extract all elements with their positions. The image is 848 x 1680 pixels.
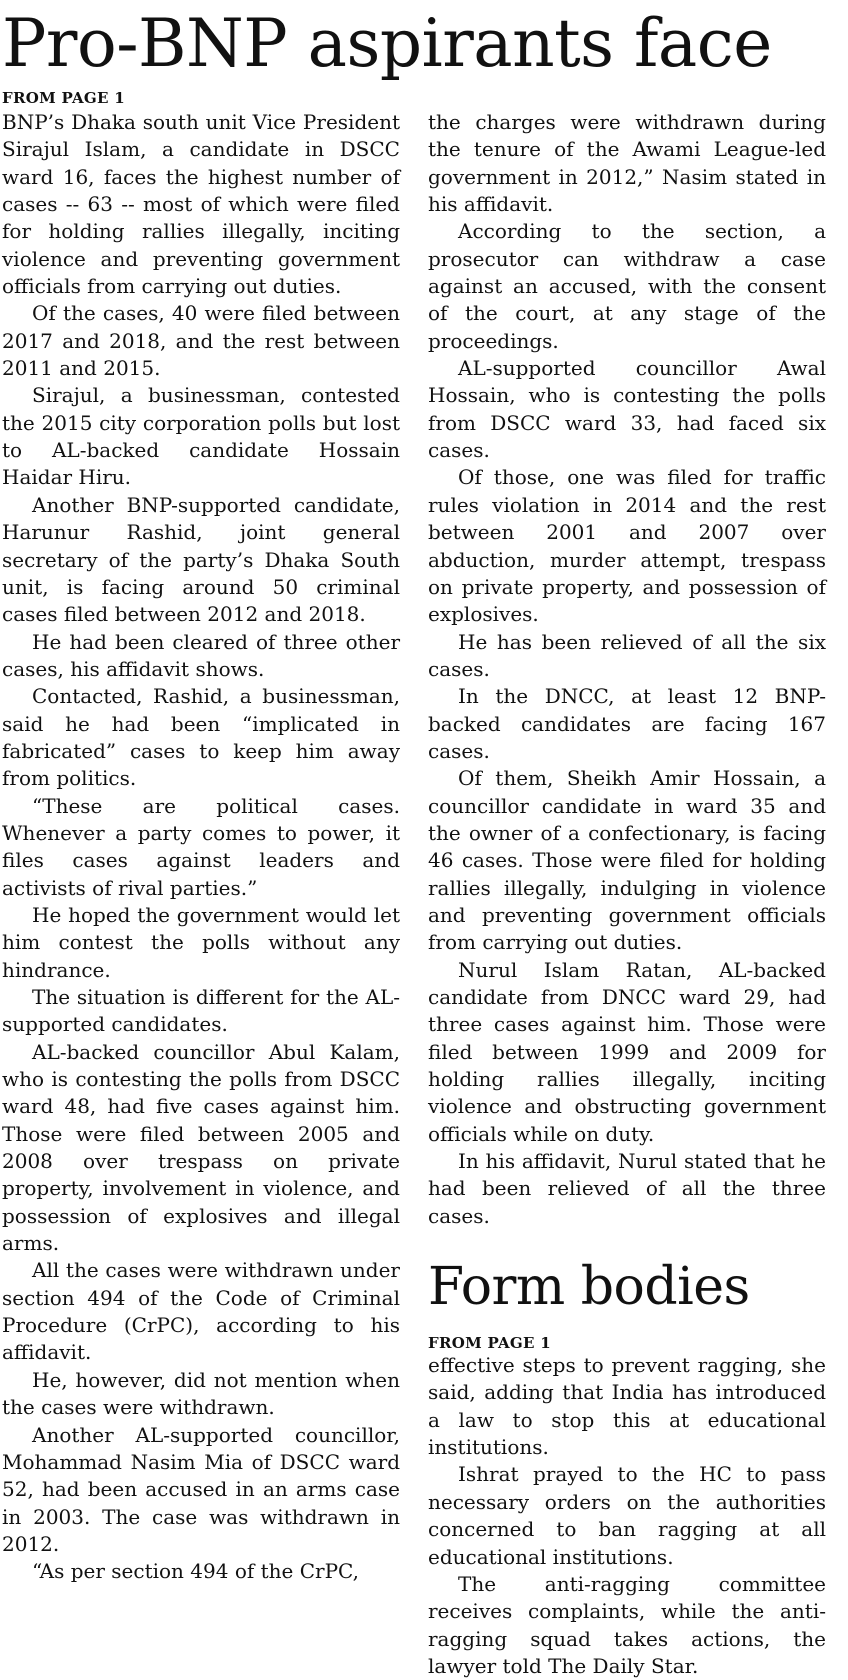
article-paragraph: He has been relieved of all the six cases. bbox=[428, 629, 826, 681]
article-paragraph: In the DNCC, at least 12 BNP-backed candidates are facing 167 cases. bbox=[428, 684, 826, 763]
article-paragraph: Of those, one was filed for traffic rules violation in 2014 and the rest between 2001 and 2007 over abduction, murder attempt, trespass on private property, and possession of explosives. bbox=[428, 465, 826, 627]
story1-left-column bbox=[2, 109, 400, 1586]
story1-headline: Pro-BNP aspirants face bbox=[2, 5, 772, 82]
article-paragraph: The situation is different for the AL-supported candidates. bbox=[2, 985, 400, 1037]
article-paragraph: According to the section, a prosecutor can withdraw a case against an accused, with the consent of the court, at any stage of the proceedings. bbox=[428, 219, 826, 353]
article-paragraph: He, however, did not mention when the cases were withdrawn. bbox=[2, 1367, 400, 1420]
story1-right-column bbox=[428, 109, 826, 1680]
story2-headline: Form bodies bbox=[428, 1257, 750, 1318]
article-paragraph: “As per section 494 of the CrPC, bbox=[32, 1559, 359, 1584]
article-paragraph: All the cases were withdrawn under section 494 of the Code of Criminal Procedure (CrPC), according to his affidavit. bbox=[2, 1258, 400, 1365]
story2-kicker: FROM PAGE 1 bbox=[428, 1334, 552, 1353]
article-paragraph: Sirajul, a businessman, contested the 2015 city corporation polls but lost to AL-backed candidate Hossain Haidar Hiru. bbox=[2, 383, 400, 490]
article-paragraph: In his affidavit, Nurul stated that he had been relieved of all the three cases. bbox=[428, 1149, 826, 1228]
article-paragraph: Ishrat prayed to the HC to pass necessary orders on the authorities concerned to ban ragging at all educational institutions. bbox=[428, 1462, 826, 1569]
article-paragraph: “These are political cases. Whenever a party comes to power, it files cases against leaders and activists of rival parties.” bbox=[2, 793, 400, 900]
article-paragraph: He had been cleared of three other cases, his affidavit shows. bbox=[2, 629, 400, 681]
article-paragraph: Contacted, Rashid, a businessman, said he had been “implicated in fabricated” cases to keep him away from politics. bbox=[2, 684, 400, 791]
article-paragraph: The anti-ragging committee receives complaints, while the anti-ragging squad takes actions, the lawyer told The Daily Star. bbox=[428, 1571, 826, 1678]
story1-kicker: FROM PAGE 1 bbox=[2, 89, 126, 107]
article-paragraph: effective steps to prevent ragging, she said, adding that India has introduced a law to stop this at educational institutions. bbox=[428, 1353, 826, 1460]
article-paragraph: Another AL-supported councillor, Mohammad Nasim Mia of DSCC ward 52, had been accused in an arms case in 2003. The case was withdrawn in 2012. bbox=[2, 1422, 400, 1556]
article-paragraph: Another BNP-supported candidate, Harunur Rashid, joint general secretary of the party’s Dhaka South unit, is facing around 50 criminal cases filed between 2012 and 2018. bbox=[2, 492, 400, 627]
article-paragraph: Of the cases, 40 were filed between 2017 and 2018, and the rest between 2011 and 2015. bbox=[2, 301, 400, 381]
article-paragraph: Nurul Islam Ratan, AL-backed candidate from DNCC ward 29, had three cases against him. Those were filed between 1999 and 2009 for holding rallies illegally, inciting violence and obstructing government officials while on duty. bbox=[428, 957, 826, 1146]
article-paragraph: AL-supported councillor Awal Hossain, who is contesting the polls from DSCC ward 33, had faced six cases. bbox=[428, 356, 826, 463]
article-paragraph: AL-backed councillor Abul Kalam, who is contesting the polls from DSCC ward 48, had five cases against him. Those were filed between 2005 and 2008 over trespass on private property, involvement in violence, and possession of explosives and illegal arms. bbox=[2, 1039, 400, 1256]
article-paragraph: BNP’s Dhaka south unit Vice President Sirajul Islam, a candidate in DSCC ward 16, faces the highest number of cases -- 63 -- most of which were filed for holding rallies illegally, inciting violence and preventing government officials from carrying out duties. bbox=[2, 110, 400, 299]
article-paragraph: the charges were withdrawn during the tenure of the Awami League-led government in 2012,” Nasim stated in his affidavit. bbox=[428, 110, 826, 217]
article-paragraph: Of them, Sheikh Amir Hossain, a councillor candidate in ward 35 and the owner of a confectionary, is facing 46 cases. Those were filed for holding rallies illegally, indulging in violence and preventing government officials from carrying out duties. bbox=[428, 766, 826, 955]
article-paragraph: He hoped the government would let him contest the polls without any hindrance. bbox=[2, 902, 400, 982]
